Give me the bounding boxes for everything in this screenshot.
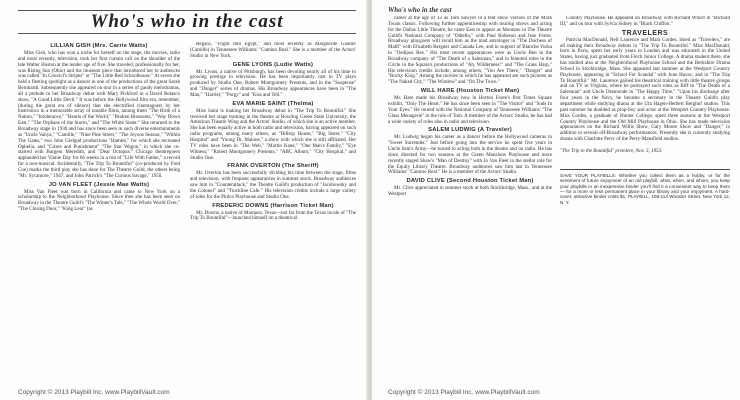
left-column-2	[190, 42, 356, 378]
right-column-2	[560, 16, 730, 378]
bio-paragraph: Miss Saint is making her Broadway debut in "The Trip To Bountiful." She received her stage training in the theatre at Bowling Green State University, the American Theatre Wing and the Actors' Studio, of which she is an active member. She has been equally active in both radio and television, having appeared on such radio programs, among many others, as "Hilltop House," "Big Sister," "City Hospital" and "Young Dr. Malone," a show with which she is still affiliated. Her TV roles have been in "The Web," "Martin Kane," "One Man's Family," "Eye Witness," "Robert Montgomery Presents," "ABC Album," "City Hospital," and Studio One.	[190, 107, 356, 161]
cast-member-heading: FRANK OVERTON (The Sheriff)	[227, 163, 319, 170]
save-playbills-notice: SAVE YOUR PLAYBILLS: Whether you collect them as a hobby, or for the sentiment of future enjoyment of an old playbill, what, when, and whom, you keep your playbills in an inexpensive binder you'll find it a convenient way to keep them — for a more or less permanent place in your library and your enjoyment. A hard-cover, attractive binder costs $1. PLAYBILL, 108-114 Wooster Street, New York 12, N. Y.	[560, 169, 730, 205]
cast-member-heading: EVA MARIE SAINT (Thelma)	[232, 100, 314, 107]
left-page	[0, 0, 368, 400]
bio-paragraph: Mr. Hare made his Broadway bow in Horton Foote's first Times Square exhibit, "Only The Heart." He has since been seen in "The Visitor" and "Suds In Your Eyes." He toured with the National Company of Tennessee Williams' "The Glass Menagerie" in the role of Tom. A member of the Actors' Studio, he has had a wide variety of roles also in radio and television.	[388, 95, 552, 125]
bio-paragraph: Miss Van Fleet was born in California and came to New York on a scholarship to the Neighborhood Playhouse. Since then she has been seen on Broadway in the Theatre Guild's "The Winter's Tale," "The Whole World Over," "The Closing Door," "King Lear" (as	[18, 188, 180, 213]
bio-paragraph: Regan), "Flight Into Egypt," and most recently as Marguerite Gautier (Camille) in Tennessee Williams' "Camino Real." She is a member of the Actors' Studio in New York.	[190, 42, 356, 59]
bio-paragraph: Mr. Ludwig began his career as a dancer before the Hollywood cameras in "Sweet Surrender." Just before going into the service he spent five years in Uncle Sam's Army—he turned to acting both in the theatre and on radio. He has since directed for two seasons at the Green Mansions Playhouse and more recently staged Shaw's "Man of Destiny" with Jo Van Fleet in the stellar role for the Equity Library Theatre. Broadway audiences saw him last in Tennessee Williams' "Camino Real." He is a member of the Actors' Studio.	[388, 134, 552, 176]
page-title-banner	[18, 10, 356, 34]
cast-member-heading: JO VAN FLEET (Jessie Mae Watts)	[48, 181, 150, 188]
left-column-1	[18, 42, 180, 378]
page-title: Who's who in the cast	[90, 11, 284, 32]
right-page	[372, 0, 740, 400]
cast-member-heading: LILLIAN GISH (Mrs. Carrie Watts)	[50, 43, 148, 49]
bio-paragraph: Mr. Overton has been successfully dividing his time between the stage, films and television, with frequent appearances in summer stock. Broadway audiences saw him in "Counterattack," the Theatre Guild's production of "Jacobowsky and the Colonel" and "Truckline Cafe." His television credits include a large variety of roles for the Philco Playhouse and Studio One.	[190, 170, 356, 200]
cast-member-heading: GENE LYONS (Ludie Watts)	[232, 61, 314, 68]
cast-member-heading: WILL HARE (Houston Ticket Man)	[420, 88, 520, 95]
premiere-note: "The Trip to the Bountiful" premiere, Nov. 3, 1953.	[560, 147, 663, 154]
bio-paragraph: Mr. Clive appreciated in summer stock at both Stockbridge, Mass., and at the Westport	[388, 185, 552, 198]
bio-paragraph: Patricia MacDonald, Nell Laurence and Mara Cordes, listed as "Travelers," are all making their Broadway debuts in "The Trip To Bountiful." Miss MacDonald, born in Paris, spent her early years in London and was educated in the United States, having just graduated from Finch Junior College. A drama student there, she has studied also at the Neighborhood Playhouse School and the Berkshire Drama School in Stockbridge, Mass. She appeared last summer at the Westport Country Playhouse, appearing in "School For Scandal" with June Havoc, and in "The Trip To Bountiful." Mr. Laurence gained his theatrical training with little theatre groups and on TV in Virginia, where he portrayed such roles as Biff in "The Death of a Salesman" and Uncle Desmonde in "The Happy Time." "Upon his discharge after four years in the Navy, he became a secretary in the Theatre Guild's play department while studying drama at the Uta Hagen-Herbert Berghof studios. This past summer he doubled as prop-boy and actor at the Westport Country Playhouse. Miss Cordes, a graduate of Hunter College, spent three seasons at the Westport Country Playhouse and the Old Mill Playhouse in Ohio. She has made television appearances on the Richard Willis Show, Gary Moore Show and "Danger," in addition to several off-Broadway performances. Presently she is currently studying drama with Charlotte Perry of the Perry-Mansfield studios.	[560, 36, 730, 143]
cast-member-heading: DAVID CLIVE (Second Houston Ticket Man)	[406, 178, 534, 185]
bio-paragraph: Miss Gish, who has won a niche for herself on the stage, the movies, radio and most recently, television, took her first curtain call on the shoulder of the late Walter Huston at the tender age of five. She traveled, professionally for her, was Rising Sun (Ohio) and the museum piece that introduced her to audiences was called "In Convict's Stripes" or "The Little Red Schoolhouse." At seven she held a fleeting spotlight as a dancer in one of the productions of the great Sarah Bernhardt. Subsequently she appeared on tour in a series of gaudy melodramas, all a prelude to her Broadway debut with Mary Pickford in a David Belasco show, "A Good Little Devil." It was before the Hollywood film era, remember, (during the great era of silence) that she electrified cinemagoers by her histrionics in a memorable array of notable films, among them "The Birth of a Nation," "Intolerance," "Hearts of the World," "Broken Blossoms," "Way Down East," "The Orphans of the Storm," and "The White Sister." She returned to the Broadway stage in 1930 and has since been seen in such diverse entertainments as "Uncle Vanya," "Camille," "Nine Pine Street," "The Joyous Season," "Within The Gates," two John Gielgud productions "Hamlet," for which she recreated Ophelia, and "Crime and Punishment" "The Star Wagon," in which she co-starred with Burgess Meredith, and "Dear Octopus." Chicago theatregoers applauded her Vinnie Day for 66 weeks in a run of "Life With Father," a record for a non-musical. Incidentally, "The Trip To Bountiful" (co-produced by Fred Coe) marks the third play she has done for The Theatre Guild, the others being "Mr. Sycamore," 1947, and John Patrick's "The Curious Savage," 1950.	[18, 50, 180, 179]
cast-member-heading: TRAVELERS	[621, 29, 669, 37]
right-column-1	[388, 16, 552, 378]
copyright-notice-right: Copyright © 2013 Playbill Inc. www.PlaybillVault.com	[388, 389, 540, 396]
copyright-notice-left: Copyright © 2013 Playbill Inc. www.PlaybillVault.com	[18, 389, 170, 396]
cast-member-heading: SALEM LUDWIG (A Traveler)	[428, 127, 512, 134]
bio-paragraph: Country Playhouse. He appeared on Broadway with Richard Whorf in "Richard III," and on tour with Sylvia Sidney in "Black Chiffon."	[560, 16, 730, 27]
running-head-left: Who's who in the cast	[388, 6, 452, 14]
cast-member-heading: FREDERIC DOWNS (Harrison Ticket Man)	[212, 202, 334, 209]
bio-paragraph: Mr. Downs, a native of Marquez, Texas—not far from the Texas locale of "The Trip To Bountiful"—launched himself on a theatrical	[190, 209, 356, 222]
bio-paragraph: career at the age of 12 as Tom Sawyer in a tent show version of the Mark Twain classic. Following further apprenticeship with touring shows and acting for the Dallas Little Theatre, he came East to appear as Montano in The Theatre Guild's National Company of "Othello," with Paul Robeson and Jose Ferrer. Broadway playgoers will recall him as the mad astrologer in "The Duchess of Malfi" with Elisabeth Bergner and Canada Lee, and in support of Blanche Yurka in "Oedipus Rex." His most recent appearances were as Uncle Ben in the Broadway company of "The Death of a Salesman," and in featured roles in the Circle in the Square's productions of "Ah, Wilderness!" and "The Grass Harp." His television credits include, among others, "You Are There," "Danger" and "Rocky King." Among the movies in which he has appeared are such pictures as "The Naked City," "The Window" and "On The Town."	[388, 16, 552, 86]
bio-paragraph: Mr. Lyons, a native of Pittsburgh, has been devoting nearly all of his time to growing prestige in television. He has been importantly cast in TV plays produced by Studio One, Robert Montgomery Presents, and in the "Suspense" and "Danger" series of dramas. His Broadway appearances have been in "The Man," "Harriet," "Porgy" and "Kiss and Tell."	[190, 68, 356, 98]
